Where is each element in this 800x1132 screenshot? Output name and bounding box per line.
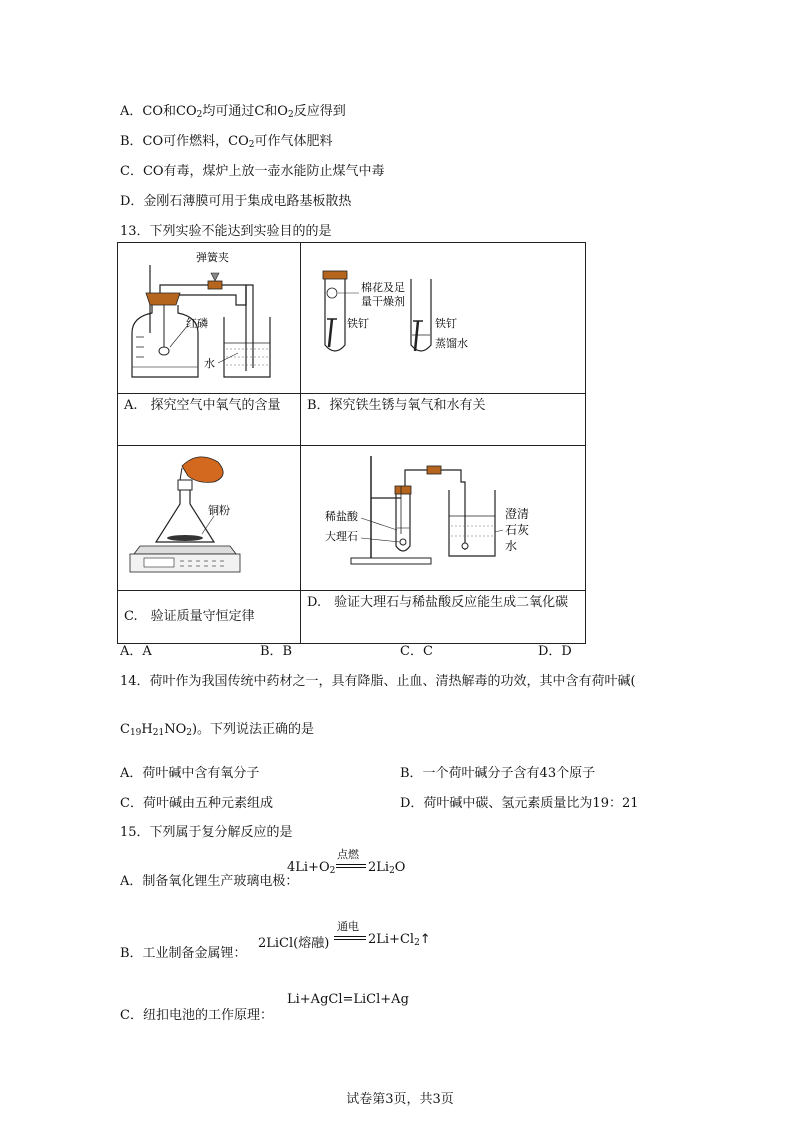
experiment-d-caption: D. 验证大理石与稀盐酸反应能生成二氧化碳 (301, 591, 586, 644)
experiment-c-caption: C. 验证质量守恒定律 (118, 591, 301, 644)
q15-option-a-right: $2Li_2O$ (368, 860, 406, 876)
q13-option-a: A．A (120, 644, 152, 659)
q15-stem: 15．下列属于复分解反应的是 (120, 825, 293, 840)
q13-option-c: C．C (400, 644, 433, 659)
label-iron-nail-2: 铁钉 (435, 317, 457, 330)
label-iron-nail-1: 铁钉 (347, 317, 369, 330)
q12-option-a: A．CO和$CO_2$均可通过C和$O_2$反应得到 (120, 104, 346, 120)
q14-option-a: A．荷叶碱中含有氧分子 (120, 766, 260, 781)
label-distilled-water: 蒸馏水 (435, 337, 468, 350)
q14-formula: $C_{19}H_{21}NO_2$ (120, 722, 192, 738)
label-limewater-1: 澄清 (505, 507, 530, 521)
label-limewater-3: 水 (505, 539, 518, 553)
q15-option-b-condition: 通电 (337, 920, 359, 933)
mass-conservation-apparatus (118, 446, 300, 586)
q15-option-a-condition: 点燃 (337, 848, 359, 861)
experiment-a-caption: A. 探究空气中氧气的含量 (118, 394, 301, 446)
experiment-b-figure (301, 243, 586, 394)
oxygen-content-apparatus (118, 243, 300, 389)
q12-option-b: B．CO可作燃料，$CO_2$可作气体肥料 (120, 134, 333, 150)
q13-option-d: D．D (538, 644, 572, 659)
label-clamp: 弹簧夹 (196, 251, 229, 264)
q15-option-b-left: 2LiCl(熔融) (258, 936, 330, 951)
q13-stem: 13．下列实验不能达到实验目的的是 (120, 224, 332, 239)
q14-stem: 14．荷叶作为我国传统中药材之一，具有降脂、止血、清热解毒的功效，其中含有荷叶碱( (120, 674, 636, 689)
label-water: 水 (204, 357, 215, 370)
label-red-phosphorus: 红磷 (186, 317, 208, 330)
label-copper-powder: 铜粉 (208, 504, 230, 517)
experiment-d-figure (301, 446, 586, 591)
q13-option-b: B．B (260, 644, 293, 659)
q15-option-a-label: A．制备氧化锂生产玻璃电极： (120, 874, 299, 889)
experiment-a-figure (118, 243, 301, 394)
q14-formula-line: $C_{19}H_{21}NO_2$)。下列说法正确的是 (120, 722, 315, 738)
label-desiccant: 量干燥剂 (361, 295, 405, 308)
experiment-c-figure (118, 446, 301, 591)
q15-option-b-label: B．工业制备金属锂： (120, 946, 247, 961)
q12-option-d: D．金刚石薄膜可用于集成电路基板散热 (120, 194, 352, 209)
q14-option-c: C．荷叶碱由五种元素组成 (120, 796, 273, 811)
q12-option-c: C．CO有毒，煤炉上放一壶水能防止煤气中毒 (120, 164, 385, 179)
page-footer: 试卷第3页，共3页 (346, 1092, 454, 1107)
q15-option-c-label: C．纽扣电池的工作原理： (120, 1008, 273, 1023)
label-dilute-hcl: 稀盐酸 (325, 510, 358, 523)
q15-option-a-equals (336, 864, 366, 868)
q15-option-a-left: $4Li+O_2$ (287, 860, 336, 876)
q14-option-b: B．一个荷叶碱分子含有43个原子 (400, 766, 596, 781)
label-marble: 大理石 (325, 530, 358, 543)
label-cotton: 棉花及足 (361, 281, 405, 294)
q14-option-d: D．荷叶碱中碳、氢元素质量比为19：21 (400, 796, 639, 811)
q15-option-b-right: $2Li+Cl_2↑$ (368, 932, 431, 948)
q15-option-c-equation: Li+AgCl=LiCl+Ag (287, 992, 409, 1007)
q15-option-b-equals (334, 936, 366, 940)
label-limewater-2: 石灰 (505, 523, 530, 537)
experiment-b-caption: B．探究铁生锈与氧气和水有关 (301, 394, 586, 446)
experiment-table (117, 242, 586, 644)
iron-rust-apparatus (301, 243, 585, 389)
co2-verification-apparatus (301, 446, 585, 586)
